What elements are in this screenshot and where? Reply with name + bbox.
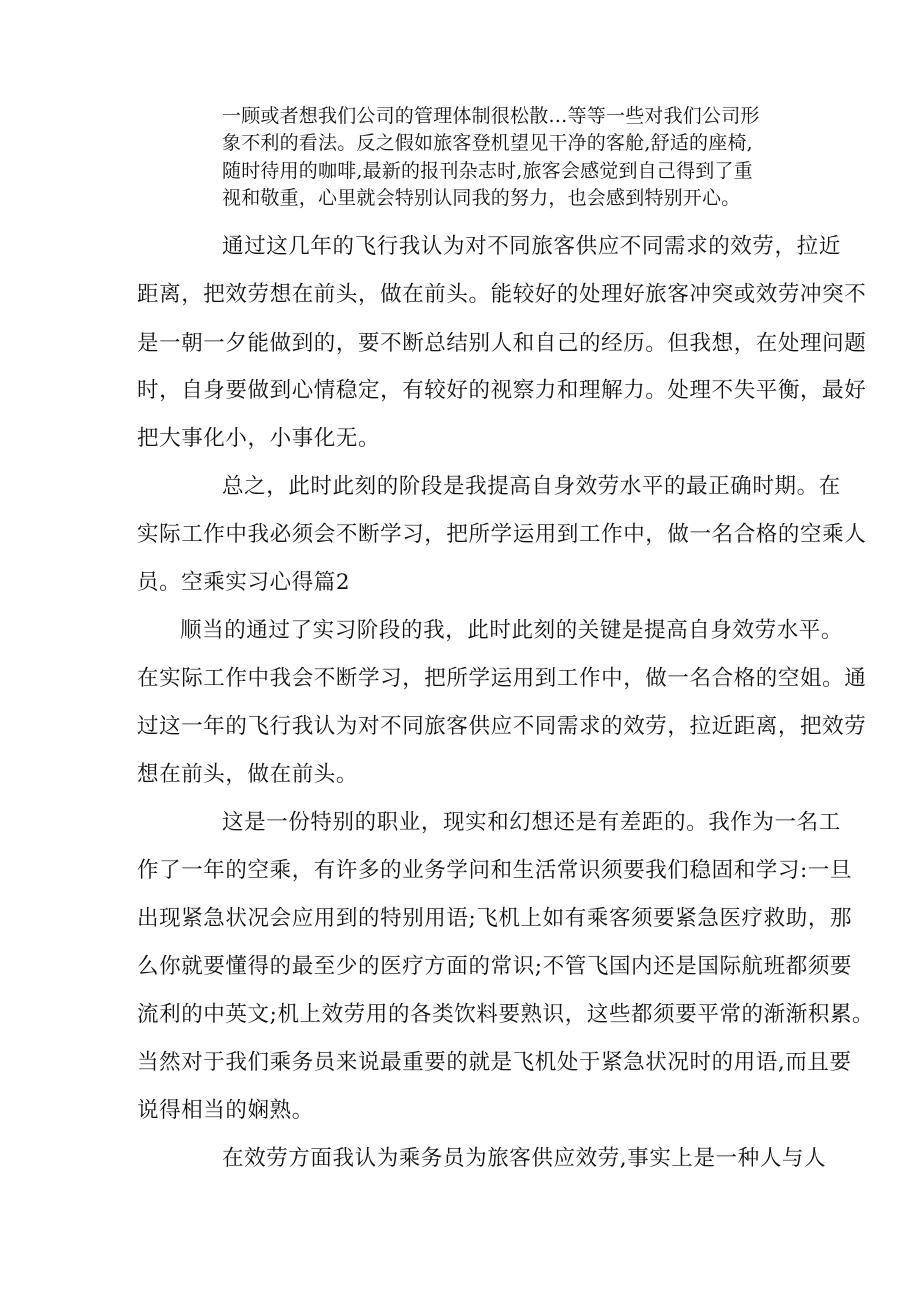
text-line: 是一朝一夕能做到的，要不断总结别人和自己的经历。但我想，在处理问题 bbox=[137, 331, 867, 356]
text-line: 在效劳方面我认为乘务员为旅客供应效劳,事实上是一种人与人 bbox=[222, 1146, 827, 1171]
text-line: 在实际工作中我会不断学习，把所学运用到工作中，做一名合格的空姐。通 bbox=[137, 666, 867, 691]
text-line: 随时待用的咖啡,最新的报刊杂志时,旅客会感觉到自己得到了重 bbox=[222, 160, 753, 182]
text-line: 距离，把效劳想在前头，做在前头。能较好的处理好旅客冲突或效劳冲突不 bbox=[137, 282, 867, 307]
text-line: 象不利的看法。反之假如旅客登机望见干净的客舱,舒适的座椅, bbox=[222, 132, 753, 154]
text-line: 说得相当的娴熟。 bbox=[137, 1098, 314, 1123]
text-line: 当然对于我们乘务员来说最重要的就是飞机处于紧急状况时的用语,而且要 bbox=[137, 1050, 852, 1075]
text-line: 通过这几年的飞行我认为对不同旅客供应不同需求的效劳，拉近 bbox=[222, 234, 841, 259]
text-line: 过这一年的飞行我认为对不同旅客供应不同需求的效劳，拉近距离，把效劳 bbox=[137, 714, 867, 739]
text-line: 实际工作中我必须会不断学习，把所学运用到工作中，做一名合格的空乘人 bbox=[137, 522, 867, 547]
text-line: 总之，此时此刻的阶段是我提高自身效劳水平的最正确时期。在 bbox=[222, 474, 841, 499]
text-line: 把大事化小，小事化无。 bbox=[137, 426, 381, 451]
text-line: 出现紧急状况会应用到的特别用语;飞机上如有乘客须要紧急医疗救助，那 bbox=[137, 906, 853, 931]
text-line: 作了一年的空乘，有许多的业务学问和生活常识须要我们稳固和学习:一旦 bbox=[137, 858, 853, 883]
text-line: 时，自身要做到心情稳定，有较好的视察力和理解力。处理不失平衡，最好 bbox=[137, 378, 867, 403]
text-line: 一顾或者想我们公司的管理体制很松散…等等一些对我们公司形 bbox=[222, 105, 760, 127]
text-line: 流利的中英文;机上效劳用的各类饮料要熟识，这些都须要平常的渐渐积累。 bbox=[137, 1002, 875, 1027]
text-line: 想在前头，做在前头。 bbox=[137, 762, 359, 787]
text-line: 顺当的通过了实习阶段的我，此时此刻的关键是提高自身效劳水平。 bbox=[180, 618, 844, 643]
text-line: 这是一份特别的职业，现实和幻想还是有差距的。我作为一名工 bbox=[222, 810, 841, 835]
text-line: 视和敬重，心里就会特别认同我的努力，也会感到特别开心。 bbox=[222, 187, 741, 209]
text-line: 员。空乘实习心得篇2 bbox=[137, 570, 351, 595]
text-line: 么你就要懂得的最至少的医疗方面的常识;不管飞国内还是国际航班都须要 bbox=[137, 954, 853, 979]
